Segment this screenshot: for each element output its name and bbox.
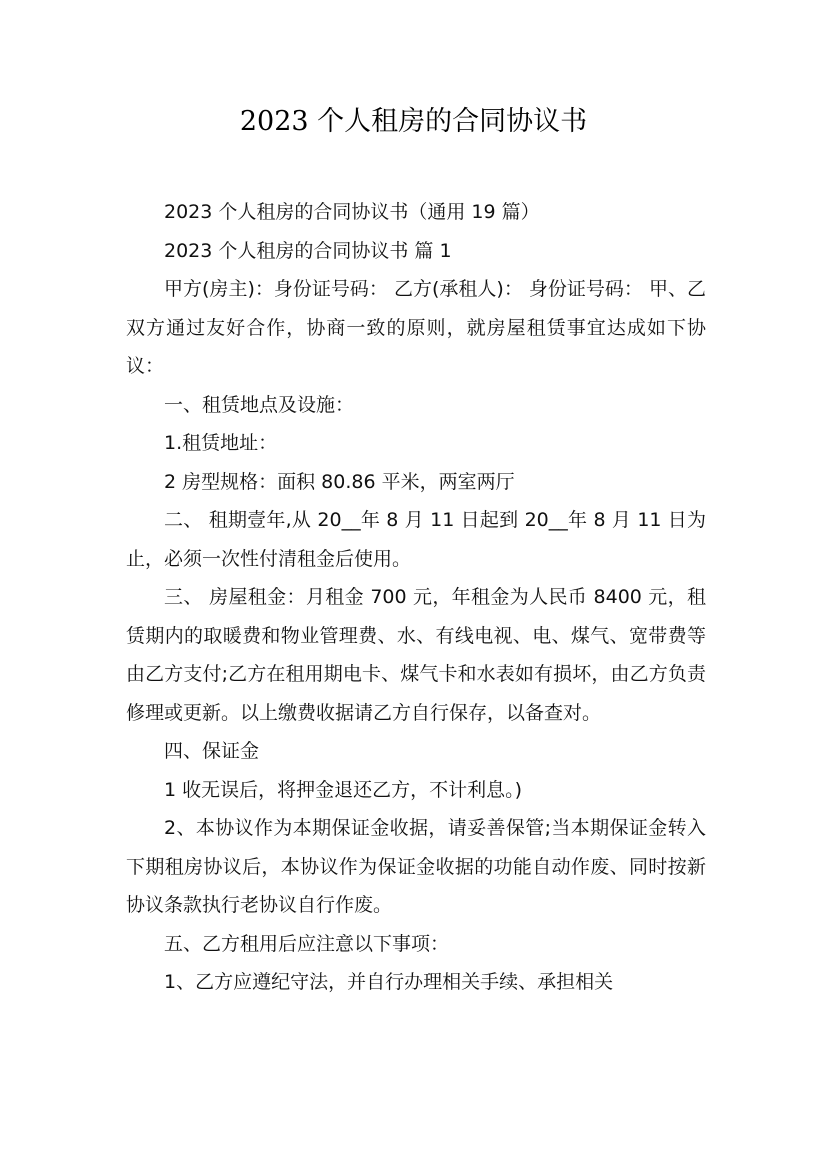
document-body: [126, 193, 706, 1002]
paragraph-deposit-1: 1 收无误后，将押金退还乙方，不计利息。): [164, 778, 523, 801]
document-title: 2023 个人租房的合同协议书: [239, 106, 588, 137]
paragraph-clause-1-heading: 一、租赁地点及设施：: [164, 393, 355, 416]
paragraph-section-heading: 2023 个人租房的合同协议书 篇 1: [164, 239, 452, 262]
paragraph-rent: 三、 房屋租金：月租金 700 元，年租金为人民币 8400 元，租赁期内的取暖费和物业管理费、水、有线电视、电、煤气、宽带费等由乙方支付;乙方在租用期电卡、煤气卡和水表如有损坏，由乙方负责修理或更新。以上缴费收据请乙方自行保存，以备查对。: [126, 586, 706, 724]
paragraph-room-spec: 2 房型规格：面积 80.86 平米，两室两厅: [164, 470, 515, 493]
paragraph-rental-address: 1.租赁地址：: [164, 432, 278, 454]
paragraph-parties: 甲方(房主)：身份证号码： 乙方(承租人)： 身份证号码： 甲、乙双方通过友好合作，协商一致的原则，就房屋租赁事宜达成如下协议：: [126, 278, 706, 377]
paragraph-deposit-heading: 四、保证金: [164, 740, 260, 762]
paragraph-subtitle: 2023 个人租房的合同协议书（通用 19 篇）: [164, 201, 540, 223]
paragraph-clause-5-item-1: 1、乙方应遵纪守法，并自行办理相关手续、承担相关: [164, 971, 614, 993]
paragraph-deposit-2: 2、本协议作为本期保证金收据，请妥善保管;当本期保证金转入下期租房协议后，本协议作为保证金收据的功能自动作废、同时按新协议条款执行老协议自行作废。: [126, 817, 706, 916]
paragraph-clause-5-heading: 五、乙方租用后应注意以下事项：: [164, 932, 450, 955]
paragraph-lease-term: 二、 租期壹年,从 20__年 8 月 11 日起到 20__年 8 月 11 日为止，必须一次性付清租金后使用。: [126, 509, 706, 570]
